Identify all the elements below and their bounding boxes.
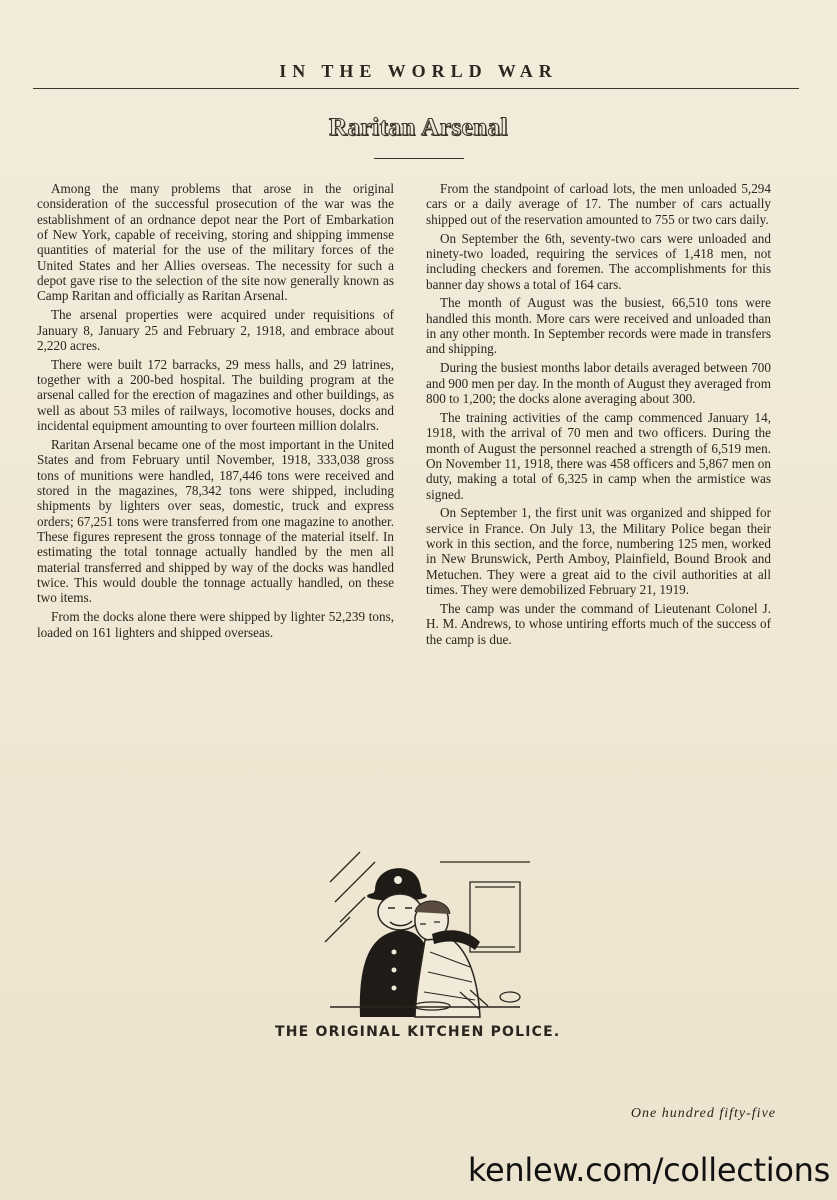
paragraph: On September 1, the first unit was organized and shipped for service in France. On July 13, the Military Police began their work in this section, and the force, numbering 125 men, worked in New Brunswick, Perth Amboy, Plainfield, Bound Brook and Metuchen. They were a great aid to the civil authorities at all times. They were demobilized February 21, 1919.: [426, 505, 771, 598]
paragraph: From the docks alone there were shipped by lighter 52,239 tons, loaded on 161 lighters and shipped overseas.: [37, 609, 394, 640]
article-right-column: [426, 181, 771, 650]
paragraph: Raritan Arsenal became one of the most important in the United States and from February until November, 1918, 333,038 gross tons of munitions were handled, 187,446 tons were received and stored in the magazines, 78,342 tons were shipped, including shipments by lighters over seas, domestic, truck and express orders; 67,251 tons were transferred from one magazine to another. These figures represent the gross tonnage of the material itself. In estimating the total tonnage actually handled by the men all material transferred and shipped by way of the docks was handled twice. This would double the tonnage actually handled, on these two items.: [37, 437, 394, 606]
policeman-cartoon-icon: [320, 842, 530, 1018]
page-number: One hundred fifty-five: [630, 1106, 776, 1121]
paragraph: The training activities of the camp commenced January 14, 1918, with the arrival of 70 men and two officers. During the month of August the personnel reached a strength of 6,519 men. On November 11, 1918, there was 458 officers and 5,867 men on duty, making a total of 6,325 in camp when the armistice was signed.: [426, 409, 771, 502]
article-left-column: [37, 181, 394, 643]
title-underline: [374, 158, 464, 159]
running-head: IN THE WORLD WAR: [279, 61, 558, 81]
paragraph: From the standpoint of carload lots, the men unloaded 5,294 cars or a daily average of 17. The number of cars actually shipped out of the reservation amounted to 755 or two cars daily.: [426, 181, 771, 227]
article-title: Raritan Arsenal: [328, 114, 509, 141]
watermark: kenlew.com/collections: [467, 1151, 830, 1189]
paragraph: The arsenal properties were acquired under requisitions of January 8, January 25 and February 2, 1918, and embrace about 2,220 acres.: [37, 307, 394, 353]
paragraph: The camp was under the command of Lieutenant Colonel J. H. M. Andrews, to whose untiring efforts much of the success of the camp is due.: [426, 600, 771, 647]
paragraph: On September the 6th, seventy-two cars were unloaded and ninety-two loaded, requiring the services of 1,418 men, not including checkers and foremen. The accomplishments for this banner day shows a total of 164 cars.: [426, 230, 771, 292]
header-rule: [33, 88, 799, 89]
paragraph: Among the many problems that arose in the original consideration of the successful prosecution of the war was the establishment of an ordnance depot near the Port of Embarkation of New York, capable of receiving, storing and shipping immense quantities of material for the use of the military forces of the United States and her Allies overseas. The necessity for such a depot gave rise to the selection of the site now generally known as Camp Raritan and officially as Raritan Arsenal.: [37, 181, 394, 304]
paragraph: During the busiest months labor details averaged between 700 and 900 men per day. In the month of August they averaged from 800 to 1,200; the docks alone averaging about 300.: [426, 360, 771, 406]
illustration-caption: THE ORIGINAL KITCHEN POLICE.: [275, 1024, 561, 1040]
paragraph: The month of August was the busiest, 66,510 tons were handled this month. More cars were received and unloaded than in any other month. In September records were made in transfers and shipping.: [426, 295, 771, 357]
paragraph: There were built 172 barracks, 29 mess halls, and 29 latrines, together with a 200-bed hospital. The building program at the arsenal called for the erection of magazines and other buildings, as well as about 53 miles of railways, locomotive houses, docks and incidental equipment amounting to over fourteen million dolalrs.: [37, 356, 394, 434]
